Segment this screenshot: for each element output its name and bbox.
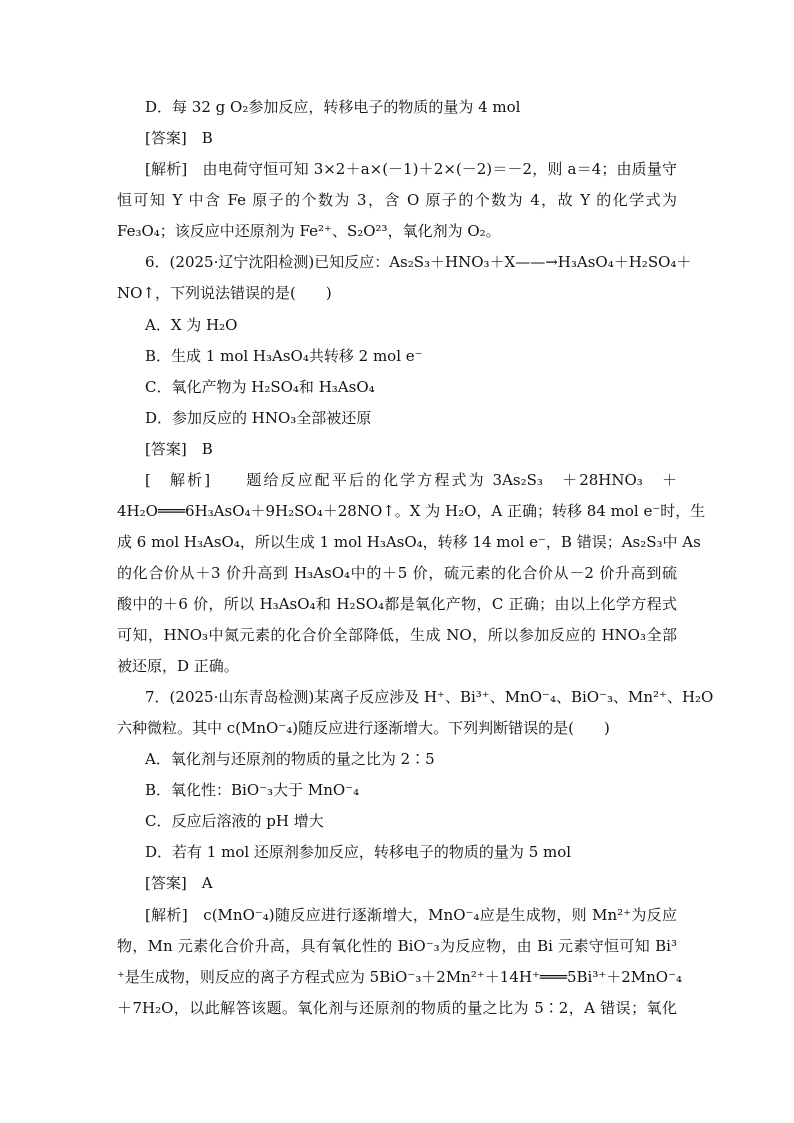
analysis-q6-line4: 的化合价从＋3 价升高到 H₃AsO₄中的＋5 价，硫元素的化合价从－2 价升高到硫 bbox=[117, 564, 677, 582]
question-6-stem-line2: NO↑，下列说法错误的是( ) bbox=[117, 284, 332, 302]
analysis-q7-line1: [解析] c(MnO⁻₄)随反应进行逐渐增大，MnO⁻₄应是生成物，则 Mn²⁺为反应 bbox=[145, 906, 677, 924]
option-d-q7: D．若有 1 mol 还原剂参加反应，转移电子的物质的量为 5 mol bbox=[145, 843, 572, 861]
option-b-q6: B．生成 1 mol H₃AsO₄共转移 2 mol e⁻ bbox=[145, 347, 423, 365]
option-b-q7: B．氧化性：BiO⁻₃大于 MnO⁻₄ bbox=[145, 781, 360, 799]
question-7-stem-line2: 六种微粒。其中 c(MnO⁻₄)随反应进行逐渐增大。下列判断错误的是( ) bbox=[117, 719, 610, 737]
analysis-q6-line2: 4H₂O═══6H₃AsO₄＋9H₂SO₄＋28NO↑。X 为 H₂O，A 正确；转移 84 mol e⁻时，生 bbox=[117, 502, 706, 520]
analysis-q7-line4: ＋7H₂O，以此解答该题。氧化剂与还原剂的物质的量之比为 5∶2，A 错误；氧化 bbox=[117, 999, 677, 1017]
option-a-q6: A．X 为 H₂O bbox=[145, 316, 238, 334]
analysis-q6-line7: 被还原，D 正确。 bbox=[117, 657, 239, 675]
analysis-q7-line2: 物，Mn 元素化合价升高，具有氧化性的 BiO⁻₃为反应物，由 Bi 元素守恒可知 Bi³ bbox=[117, 937, 677, 955]
option-d-q5: D．每 32 g O₂参加反应，转移电子的物质的量为 4 mol bbox=[145, 98, 521, 116]
analysis-q6-line3: 成 6 mol H₃AsO₄，所以生成 1 mol H₃AsO₄，转移 14 mol e⁻，B 错误；As₂S₃中 As bbox=[117, 533, 701, 551]
option-a-q7: A．氧化剂与还原剂的物质的量之比为 2∶5 bbox=[145, 750, 435, 768]
analysis-q6-line1: [ 解析] 题给反应配平后的化学方程式为 3As₂S₃ ＋28HNO₃ ＋ bbox=[145, 471, 677, 489]
analysis-q6-line6: 可知，HNO₃中氮元素的化合价全部降低，生成 NO，所以参加反应的 HNO₃全部 bbox=[117, 626, 677, 644]
analysis-q5-line3: Fe₃O₄；该反应中还原剂为 Fe²⁺、S₂O²³，氧化剂为 O₂。 bbox=[117, 222, 501, 240]
option-d-q6: D．参加反应的 HNO₃全部被还原 bbox=[145, 409, 372, 427]
analysis-q7-line3: ⁺是生成物，则反应的离子方程式应为 5BiO⁻₃＋2Mn²⁺＋14H⁺═══5Bi³⁺＋2MnO⁻₄ bbox=[117, 968, 683, 986]
question-7-stem-line1: 7．(2025·山东青岛检测)某离子反应涉及 H⁺、Bi³⁺、MnO⁻₄、BiO⁻₃、Mn²⁺、H₂O bbox=[145, 688, 714, 706]
analysis-q5-line1: [解析] 由电荷守恒可知 3×2＋a×(－1)＋2×(－2)＝－2，则 a＝4；由质量守 bbox=[145, 160, 677, 178]
question-6-stem-line1: 6．(2025·辽宁沈阳检测)已知反应：As₂S₃＋HNO₃＋X——→H₃AsO₄＋H₂SO₄＋ bbox=[145, 253, 692, 271]
option-c-q7: C．反应后溶液的 pH 增大 bbox=[145, 812, 324, 830]
option-c-q6: C．氧化产物为 H₂SO₄和 H₃AsO₄ bbox=[145, 378, 375, 396]
analysis-q5-line2: 恒可知 Y 中含 Fe 原子的个数为 3，含 O 原子的个数为 4，故 Y 的化学式为 bbox=[117, 191, 677, 209]
analysis-q6-line5: 酸中的＋6 价，所以 H₃AsO₄和 H₂SO₄都是氧化产物，C 正确；由以上化学方程式 bbox=[117, 595, 677, 613]
answer-q6: [答案] B bbox=[145, 440, 213, 458]
answer-q7: [答案] A bbox=[145, 874, 213, 892]
answer-q5: [答案] B bbox=[145, 129, 213, 147]
